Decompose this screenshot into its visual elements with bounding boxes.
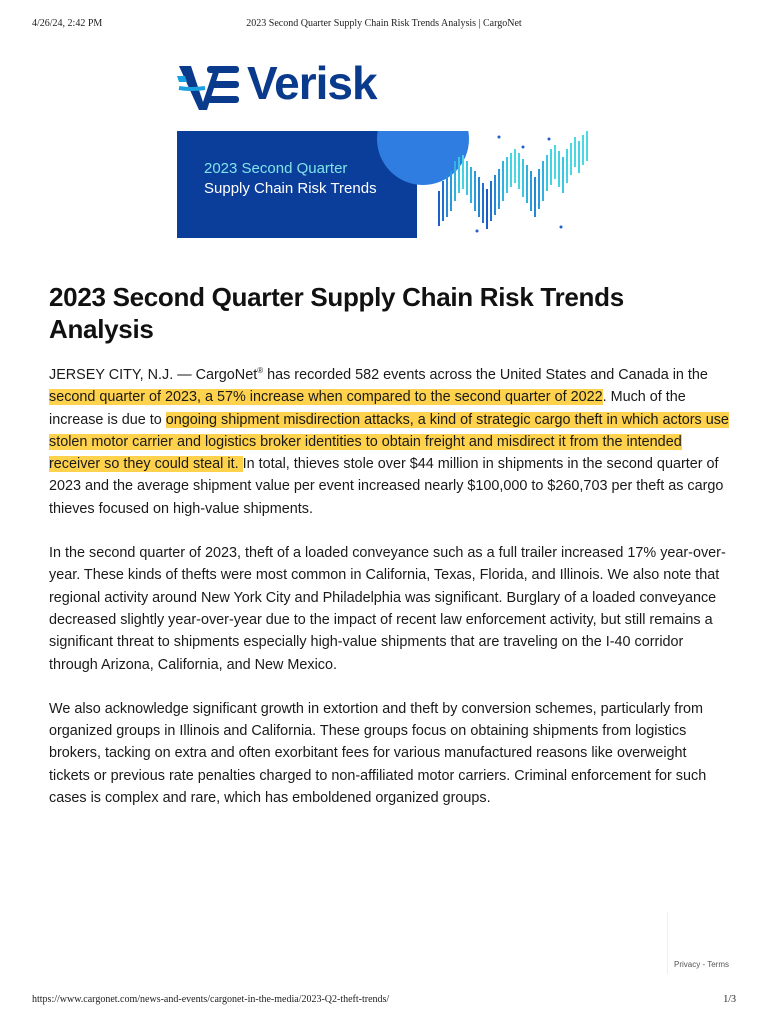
paragraph-2: In the second quarter of 2023, theft of a loaded conveyance such as a full trailer increased 17% year-over-year. These kinds of thefts were most common in California, Texas, Florida, and Illinois. We also note that regional activity around New York City and Philadelphia was significant. Burglary of a loaded conveyance decreased slightly year-over-year due to the impact of recent law enforcement activity, but still remains a significant threat to shipments especially high-value shipments that are traveling on the I-40 corridor through Arizona, California, and New Mexico. (49, 545, 726, 673)
banner-text (204, 159, 377, 199)
link-separator: - (700, 960, 708, 969)
p1-text-d: In total, thieves stole over $44 million in shipments in the second quarter of 2023 and the average shipment value per event increased nearly $100,000 to $260,703 per theft as cargo thieves focused on high-value shipments. (49, 456, 724, 517)
verisk-wordmark: Verisk (247, 57, 377, 109)
privacy-link[interactable]: Privacy (674, 960, 701, 969)
page-url: https://www.cargonet.com/news-and-events/cargonet-in-the-media/2023-Q2-theft-trends/ (32, 994, 390, 1005)
print-footer (32, 994, 736, 1008)
p1-lead: JERSEY CITY, N.J. — CargoNet (49, 367, 258, 383)
print-page-title: 2023 Second Quarter Supply Chain Risk Trends Analysis | CargoNet (246, 18, 522, 29)
print-date: 4/26/24, 2:42 PM (32, 18, 103, 29)
terms-link[interactable]: Terms (707, 960, 729, 969)
p1-text-b: has recorded 582 events across the United States and Canada in the (263, 367, 708, 383)
hero-banner (177, 131, 591, 238)
paragraph-1 (49, 364, 729, 520)
page-number: 1/3 (723, 994, 736, 1005)
paragraph-3: We also acknowledge significant growth in extortion and theft by conversion schemes, particularly from organized groups in Illinois and California. These groups focus on obtaining shipments from logistics brokers, tacking on extra and often exorbitant fees for various manufactured reasons like overweight tickets or previous rate penalties charged to non-affiliated motor carriers. Criminal enforcement for such cases is complex and rare, which has emboldened organized groups. (49, 700, 707, 807)
banner-line-1: 2023 Second Quarter (204, 160, 348, 177)
p1-text-c: . Much of the increase is due to (49, 389, 686, 428)
verisk-logo-mark-icon (177, 52, 243, 116)
verisk-logo[interactable] (177, 52, 397, 116)
article-body (49, 364, 729, 831)
article-headline: 2023 Second Quarter Supply Chain Risk Trends Analysis (49, 282, 624, 344)
banner-line-2: Supply Chain Risk Trends (204, 180, 377, 197)
print-header (32, 18, 736, 32)
registered-mark: ® (257, 366, 264, 376)
highlight-1: second quarter of 2023, a 57% increase when compared to the second quarter of 2022 (49, 389, 603, 406)
highlight-2: ongoing shipment misdirection attacks, a kind of strategic cargo theft in which actors use stolen motor carrier and logistics broker identities to obtain freight and misdirect it from the intended receiver so they could steal it. (49, 411, 729, 473)
recaptcha-links (674, 960, 729, 969)
